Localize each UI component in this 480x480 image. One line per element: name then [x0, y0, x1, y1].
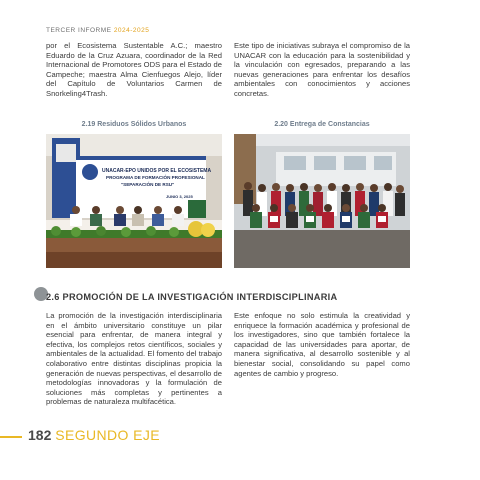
photo-residuos-solidos: [46, 134, 222, 268]
caption-right: 2.20 Entrega de Constancias: [274, 121, 370, 128]
section-number: 2.6: [46, 292, 60, 302]
caption-left: 2.19 Residuos Sólidos Urbanos: [81, 121, 187, 128]
section-heading: [46, 292, 337, 302]
page-number: 182: [28, 427, 52, 443]
banner-line3: "SEPARACIÓN DE RSU": [121, 182, 175, 187]
running-header: [46, 27, 149, 34]
photo-group-illustration: [234, 134, 410, 268]
top-right-paragraph: Este tipo de iniciativas subraya el compromiso de la UNACAR con la educación para la sostenibilidad y la vinculación con egresados, preparando a las nuevas generaciones para enfrentar los desafíos ambientales con conocimientos y acciones concretas.: [234, 41, 410, 98]
banner-line2: PROGRAMA DE FORMACIÓN PROFESIONAL: [106, 175, 205, 180]
banner-line1: UNACAR-EPO UNIDOS POR EL ECOSISTEMA: [102, 168, 212, 174]
bottom-left-paragraph: La promoción de la investigación interdisciplinaria en el ámbito universitario constituye un pilar esencial para enfrentar, de manera integral y efectiva, los complejos retos científicos, sociales y ambientales de la actualidad. El fomento del trabajo colaborativo entre distintas disciplinas propicia la generación de nuevas perspectivas, el desarrollo de metodologías innovadoras y la formulación de soluciones más completas y pertinentes a problemas de naturaleza multifacética.: [46, 311, 222, 407]
top-left-paragraph: por el Ecosistema Sustentable A.C.; maestro Eduardo de la Cruz Azuara, coordinador de la Red Internacional de Promotores ODS para el Estado de Campeche; maestra Alma Cienfuegos Alejo, líder del Capítulo de Voluntarios Carmen de Snorkeling4Trash.: [46, 41, 222, 98]
header-title: TERCER INFORME: [46, 27, 112, 34]
footer-rule: [0, 436, 22, 438]
photo-entrega-constancias: [234, 134, 410, 268]
section-title: PROMOCIÓN DE LA INVESTIGACIÓN INTERDISCIPLINARIA: [62, 292, 338, 302]
photo-residuos-illustration: [46, 134, 222, 268]
banner-date: JUNIO 3, 2025: [166, 194, 193, 199]
footer-section: SEGUNDO EJE: [55, 427, 161, 443]
bottom-right-paragraph: Este enfoque no solo estimula la creatividad y enriquece la formación académica y profesional de los investigadores, sino que también fortalece la capacidad de las universidades para aportar, de manera significativa, al desarrollo sostenible y al bienestar social, consolidando su papel como agentes de cambio y progreso.: [234, 311, 410, 378]
header-years: 2024-2025: [113, 27, 150, 34]
page-footer: [28, 427, 160, 443]
